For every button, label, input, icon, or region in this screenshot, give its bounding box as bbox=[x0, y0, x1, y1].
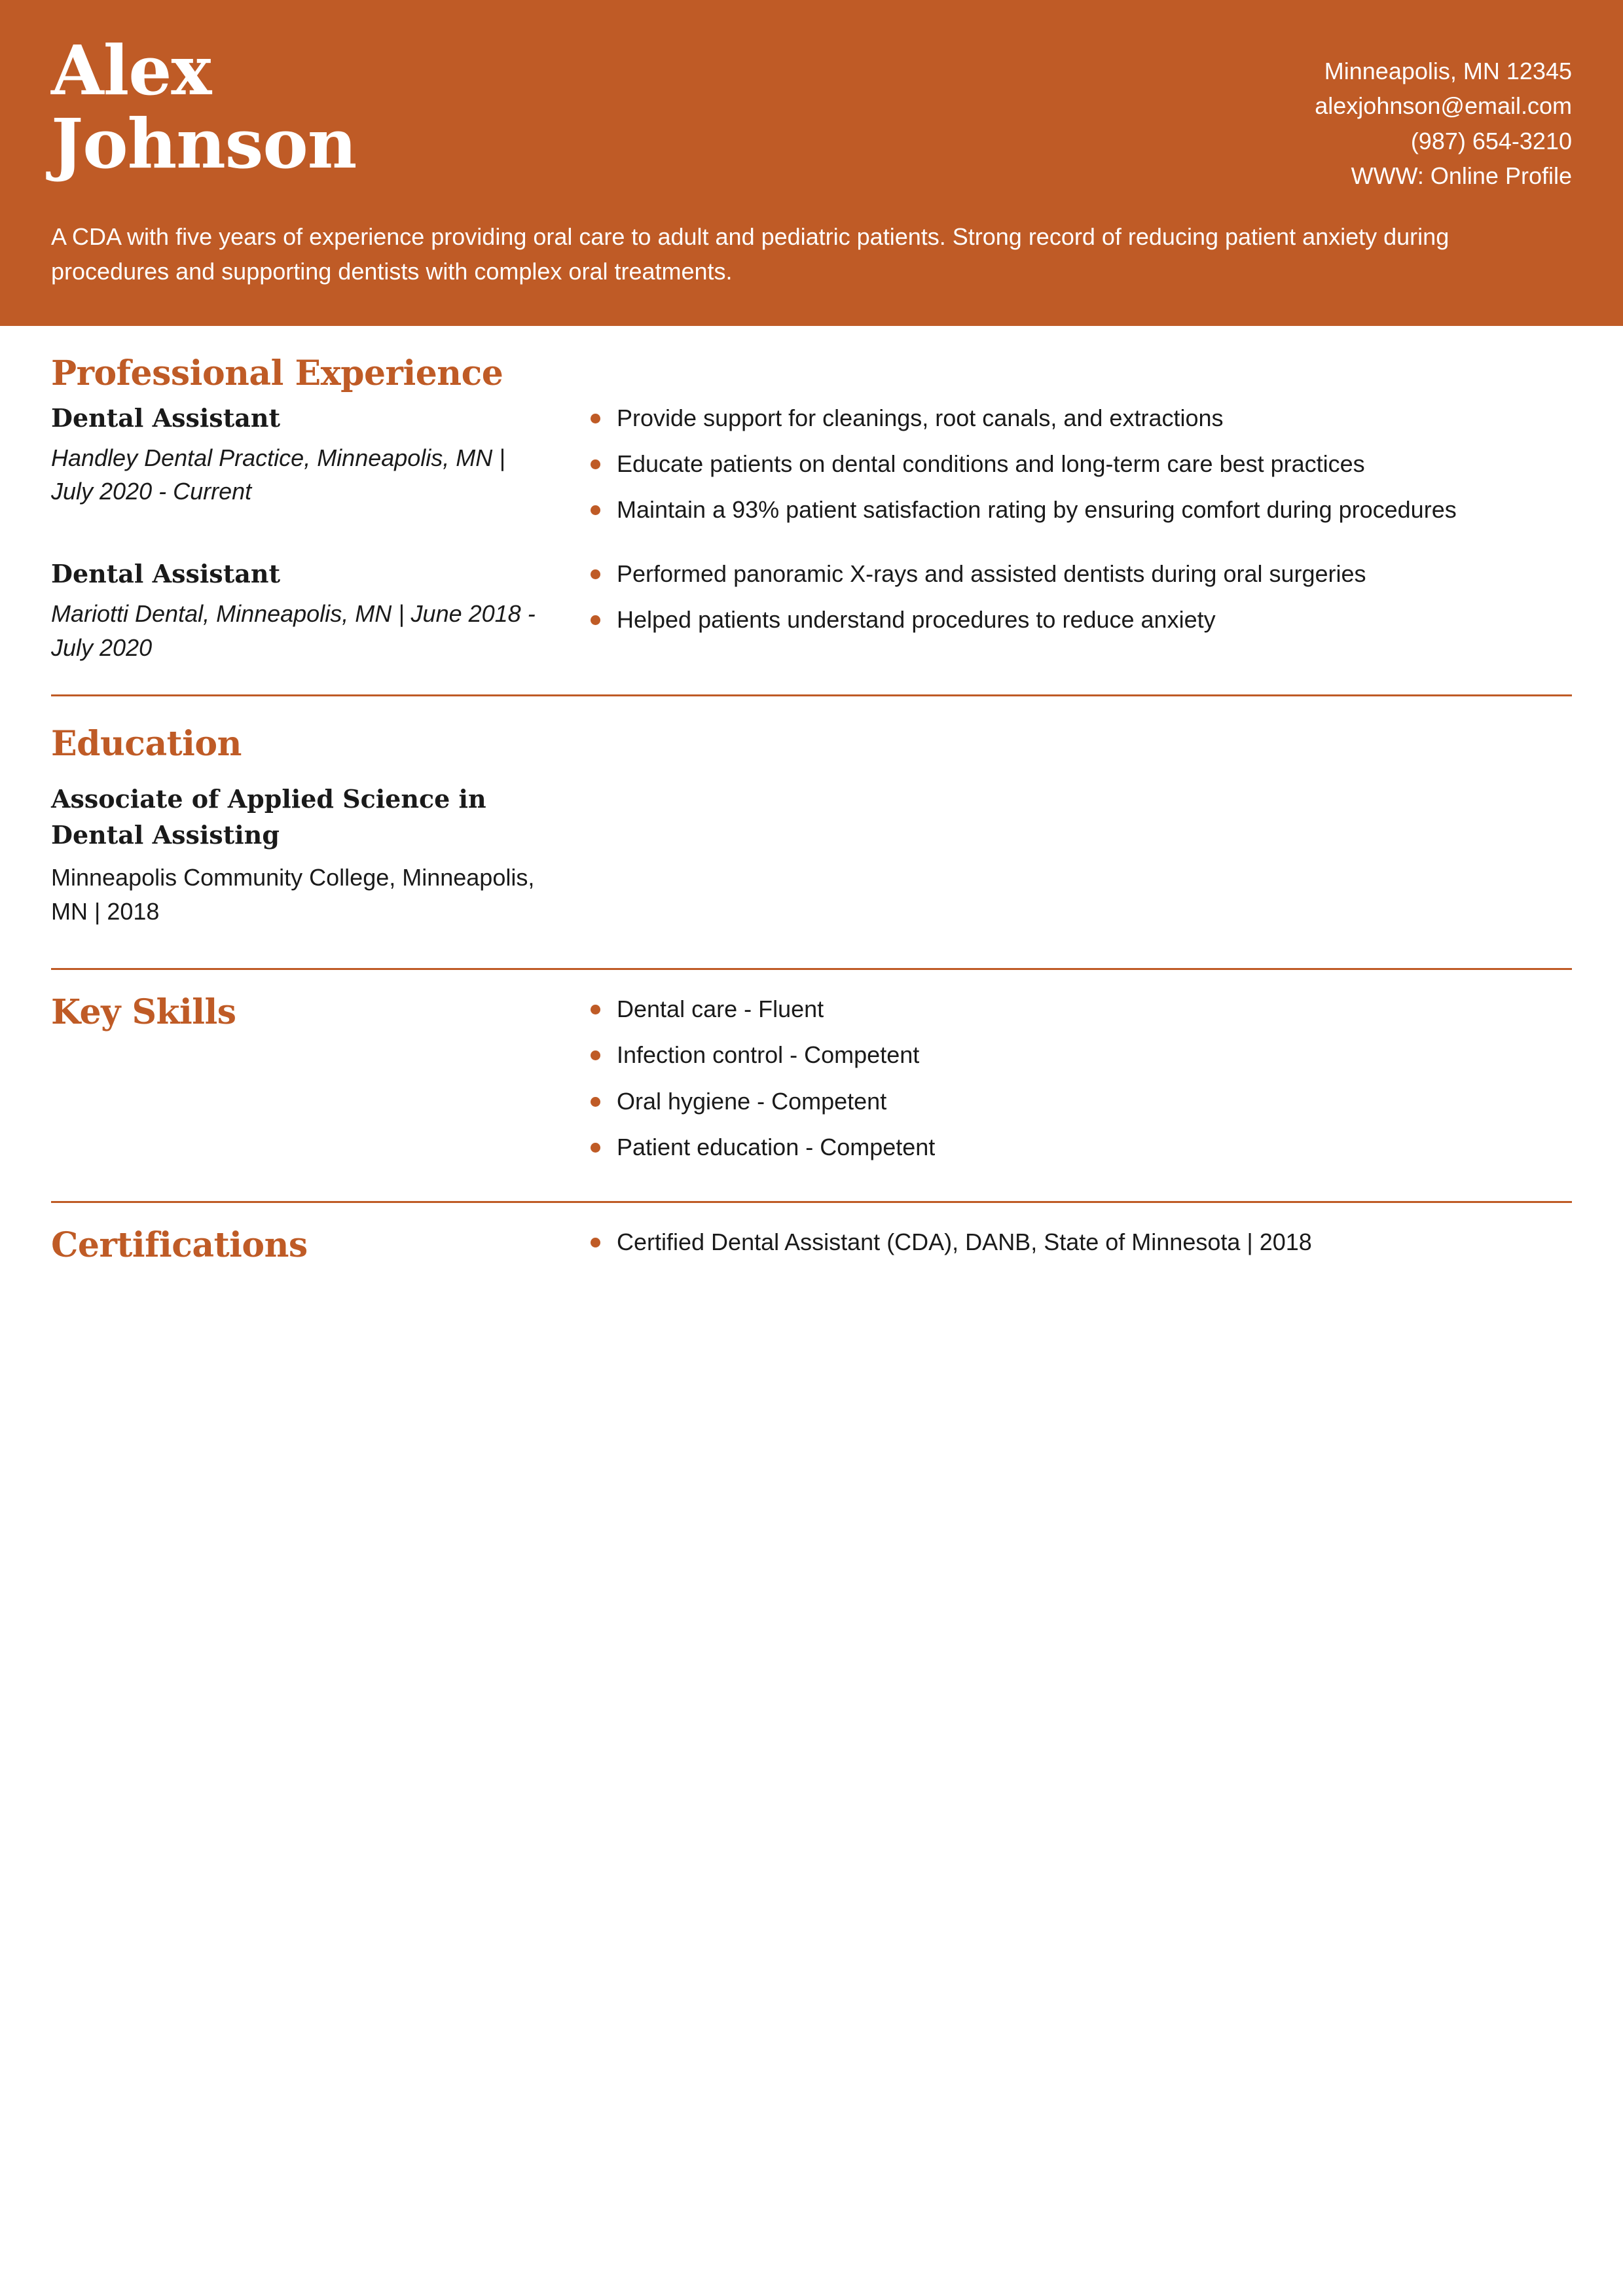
list-item: Certified Dental Assistant (CDA), DANB, State of Minnesota | 2018 bbox=[575, 1225, 1572, 1259]
experience-entry-bullets bbox=[575, 557, 1572, 637]
skills-title-col bbox=[51, 992, 575, 1032]
experience-entry-left bbox=[51, 557, 575, 664]
bullet-list bbox=[575, 401, 1572, 528]
contact-info bbox=[1315, 34, 1572, 193]
contact-website[interactable]: WWW: Online Profile bbox=[1351, 162, 1572, 189]
contact-phone: (987) 654-3210 bbox=[1410, 127, 1572, 154]
list-item: Infection control - Competent bbox=[575, 1038, 1572, 1072]
experience-entry-left bbox=[51, 401, 575, 509]
list-item: Dental care - Fluent bbox=[575, 992, 1572, 1026]
list-item: Educate patients on dental conditions and long-term care best practices bbox=[575, 447, 1572, 481]
list-item: Provide support for cleanings, root canals, and extractions bbox=[575, 401, 1572, 435]
bullet-list bbox=[575, 992, 1572, 1164]
list-item: Patient education - Competent bbox=[575, 1130, 1572, 1164]
first-name: Alex bbox=[51, 30, 211, 111]
section-certifications bbox=[51, 1203, 1572, 1265]
certifications-list-col bbox=[575, 1225, 1572, 1259]
resume-body bbox=[0, 326, 1623, 1265]
bullet-list bbox=[575, 557, 1572, 637]
certifications-title-col bbox=[51, 1225, 575, 1265]
list-item: Oral hygiene - Competent bbox=[575, 1085, 1572, 1119]
professional-summary: A CDA with five years of experience providing oral care to adult and pediatric patients. Strong record of reducing patient anxiety during procedures and supporting dentists with complex oral treatments. bbox=[51, 223, 1450, 285]
education-degree: Associate of Applied Science in Dental Assisting bbox=[51, 783, 486, 850]
list-item: Helped patients understand procedures to reduce anxiety bbox=[575, 603, 1572, 637]
education-meta: Minneapolis Community College, Minneapolis, MN | 2018 bbox=[51, 863, 535, 925]
last-name: Johnson bbox=[51, 103, 357, 185]
resume-header bbox=[0, 0, 1623, 326]
education-entry bbox=[51, 781, 1572, 929]
candidate-name bbox=[51, 30, 357, 185]
section-education bbox=[51, 696, 1572, 971]
experience-entry-bullets bbox=[575, 401, 1572, 528]
section-title-certifications: Certifications bbox=[51, 1225, 308, 1265]
contact-email[interactable]: alexjohnson@email.com bbox=[1315, 92, 1572, 120]
contact-address: Minneapolis, MN 12345 bbox=[1324, 58, 1572, 84]
job-meta: Handley Dental Practice, Minneapolis, MN | July 2020 - Current bbox=[51, 444, 505, 505]
section-skills bbox=[51, 970, 1572, 1203]
experience-entry bbox=[51, 401, 1572, 528]
skills-list-col bbox=[575, 992, 1572, 1164]
header-top-row bbox=[51, 30, 1572, 193]
experience-entry bbox=[51, 557, 1572, 664]
job-title: Dental Assistant bbox=[51, 403, 281, 433]
education-entry-left bbox=[51, 781, 575, 929]
section-title-skills: Key Skills bbox=[51, 992, 236, 1033]
section-experience bbox=[51, 326, 1572, 696]
section-title-education: Education bbox=[51, 723, 242, 764]
job-title: Dental Assistant bbox=[51, 559, 281, 589]
job-meta: Mariotti Dental, Minneapolis, MN | June 2018 - July 2020 bbox=[51, 600, 536, 661]
list-item: Performed panoramic X-rays and assisted dentists during oral surgeries bbox=[575, 557, 1572, 591]
section-title-experience: Professional Experience bbox=[51, 353, 503, 393]
bullet-list bbox=[575, 1225, 1572, 1259]
list-item: Maintain a 93% patient satisfaction rating by ensuring comfort during procedures bbox=[575, 493, 1572, 527]
